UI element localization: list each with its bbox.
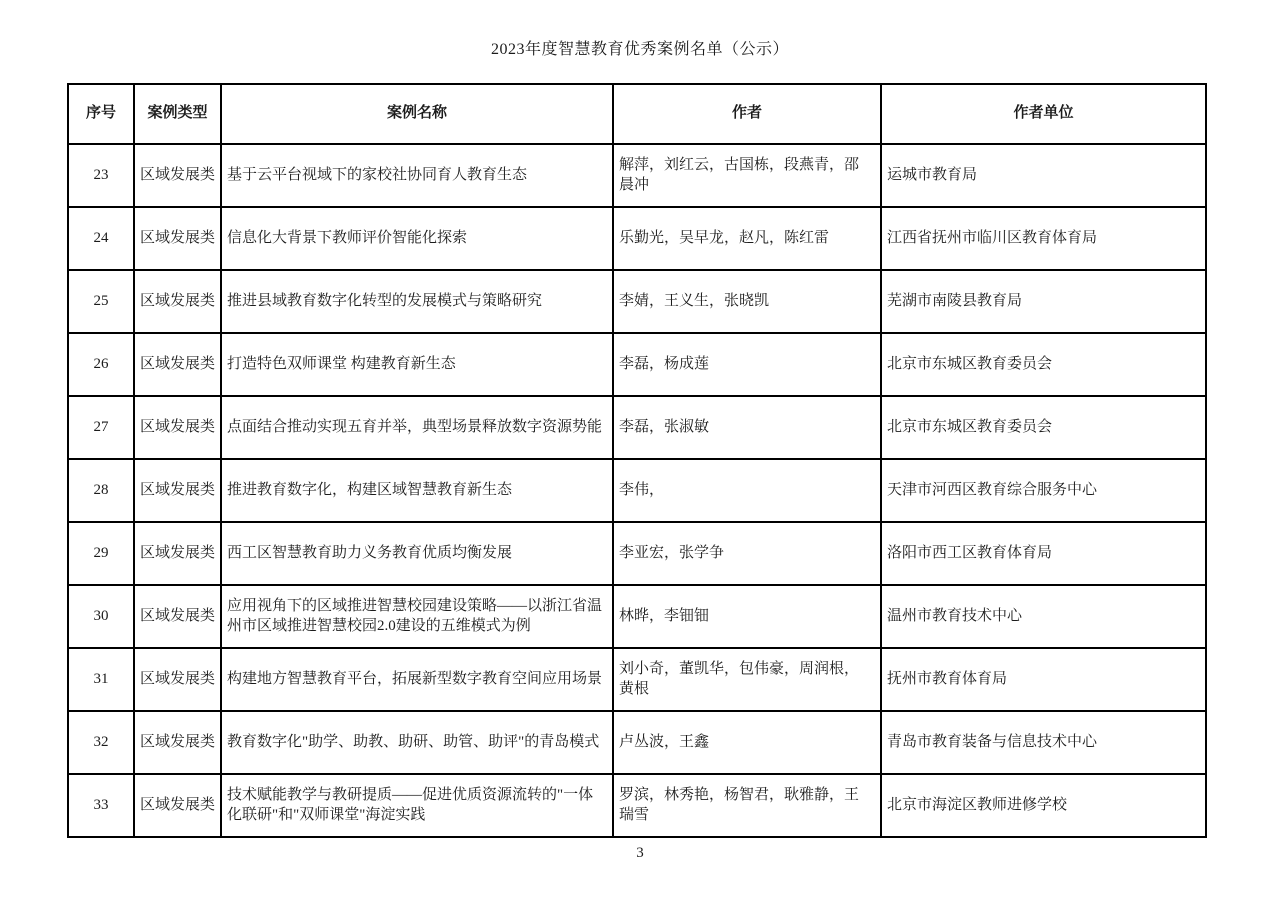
table-header-row	[68, 84, 1206, 144]
table-row	[68, 144, 1206, 207]
cell-author-org: 芜湖市南陵县教育局	[881, 270, 1206, 333]
cell-case-type: 区域发展类	[134, 648, 221, 711]
cell-case-name: 西工区智慧教育助力义务教育优质均衡发展	[221, 522, 613, 585]
cell-case-type: 区域发展类	[134, 396, 221, 459]
cell-case-type: 区域发展类	[134, 711, 221, 774]
cases-table	[67, 83, 1207, 838]
cell-case-name: 构建地方智慧教育平台，拓展新型数字教育空间应用场景	[221, 648, 613, 711]
cell-author-org: 抚州市教育体育局	[881, 648, 1206, 711]
cell-case-name: 教育数字化"助学、助教、助研、助管、助评"的青岛模式	[221, 711, 613, 774]
table-row	[68, 585, 1206, 648]
cell-author-org: 运城市教育局	[881, 144, 1206, 207]
cell-case-type: 区域发展类	[134, 774, 221, 837]
cell-authors: 李磊，张淑敏	[613, 396, 881, 459]
cell-no: 26	[68, 333, 134, 396]
cell-authors: 林晔，李钿钿	[613, 585, 881, 648]
table-row	[68, 396, 1206, 459]
table-row	[68, 270, 1206, 333]
cell-case-name: 信息化大背景下教师评价智能化探索	[221, 207, 613, 270]
cell-no: 23	[68, 144, 134, 207]
cell-case-name: 点面结合推动实现五育并举，典型场景释放数字资源势能	[221, 396, 613, 459]
cell-author-org: 天津市河西区教育综合服务中心	[881, 459, 1206, 522]
header-author-org: 作者单位	[881, 84, 1206, 144]
cell-authors: 李伟，	[613, 459, 881, 522]
cell-case-name: 基于云平台视域下的家校社协同育人教育生态	[221, 144, 613, 207]
header-no: 序号	[68, 84, 134, 144]
cell-authors: 罗滨，林秀艳，杨智君，耿雅静，王瑞雪	[613, 774, 881, 837]
cell-case-name: 打造特色双师课堂 构建教育新生态	[221, 333, 613, 396]
table-row	[68, 648, 1206, 711]
cell-case-name: 推进县域教育数字化转型的发展模式与策略研究	[221, 270, 613, 333]
cell-no: 33	[68, 774, 134, 837]
cell-no: 27	[68, 396, 134, 459]
cell-authors: 刘小奇，董凯华，包伟豪，周润根，黄根	[613, 648, 881, 711]
cell-authors: 解萍，刘红云，古国栋，段燕青，邵晨冲	[613, 144, 881, 207]
table-row	[68, 522, 1206, 585]
page-number: 3	[636, 845, 644, 861]
header-case-type: 案例类型	[134, 84, 221, 144]
cell-authors: 乐勤光，吴早龙，赵凡，陈红雷	[613, 207, 881, 270]
cell-case-type: 区域发展类	[134, 522, 221, 585]
cell-authors: 李磊，杨成莲	[613, 333, 881, 396]
cell-case-type: 区域发展类	[134, 585, 221, 648]
cell-author-org: 北京市东城区教育委员会	[881, 396, 1206, 459]
cell-author-org: 北京市海淀区教师进修学校	[881, 774, 1206, 837]
cell-no: 32	[68, 711, 134, 774]
header-authors: 作者	[613, 84, 881, 144]
table-row	[68, 333, 1206, 396]
cell-no: 25	[68, 270, 134, 333]
cell-case-type: 区域发展类	[134, 207, 221, 270]
header-case-name: 案例名称	[221, 84, 613, 144]
cell-case-type: 区域发展类	[134, 333, 221, 396]
cell-case-type: 区域发展类	[134, 144, 221, 207]
cell-case-name: 应用视角下的区域推进智慧校园建设策略——以浙江省温州市区域推进智慧校园2.0建设的五维模式为例	[221, 585, 613, 648]
cell-no: 29	[68, 522, 134, 585]
cell-authors: 卢丛波，王鑫	[613, 711, 881, 774]
table-row	[68, 207, 1206, 270]
cell-case-name: 推进教育数字化，构建区域智慧教育新生态	[221, 459, 613, 522]
cell-author-org: 北京市东城区教育委员会	[881, 333, 1206, 396]
table-row	[68, 774, 1206, 837]
cell-case-name: 技术赋能教学与教研提质——促进优质资源流转的"一体化联研"和"双师课堂"海淀实践	[221, 774, 613, 837]
cell-case-type: 区域发展类	[134, 270, 221, 333]
cell-no: 28	[68, 459, 134, 522]
cell-authors: 李亚宏，张学争	[613, 522, 881, 585]
cell-author-org: 温州市教育技术中心	[881, 585, 1206, 648]
table-body	[68, 144, 1206, 837]
cell-author-org: 江西省抚州市临川区教育体育局	[881, 207, 1206, 270]
cell-no: 24	[68, 207, 134, 270]
table-row	[68, 711, 1206, 774]
cell-no: 30	[68, 585, 134, 648]
page-title: 2023年度智慧教育优秀案例名单（公示）	[490, 41, 789, 58]
table-row	[68, 459, 1206, 522]
cell-authors: 李婧，王义生，张晓凯	[613, 270, 881, 333]
cell-case-type: 区域发展类	[134, 459, 221, 522]
cell-no: 31	[68, 648, 134, 711]
table-header	[68, 84, 1206, 144]
cell-author-org: 青岛市教育装备与信息技术中心	[881, 711, 1206, 774]
cell-author-org: 洛阳市西工区教育体育局	[881, 522, 1206, 585]
